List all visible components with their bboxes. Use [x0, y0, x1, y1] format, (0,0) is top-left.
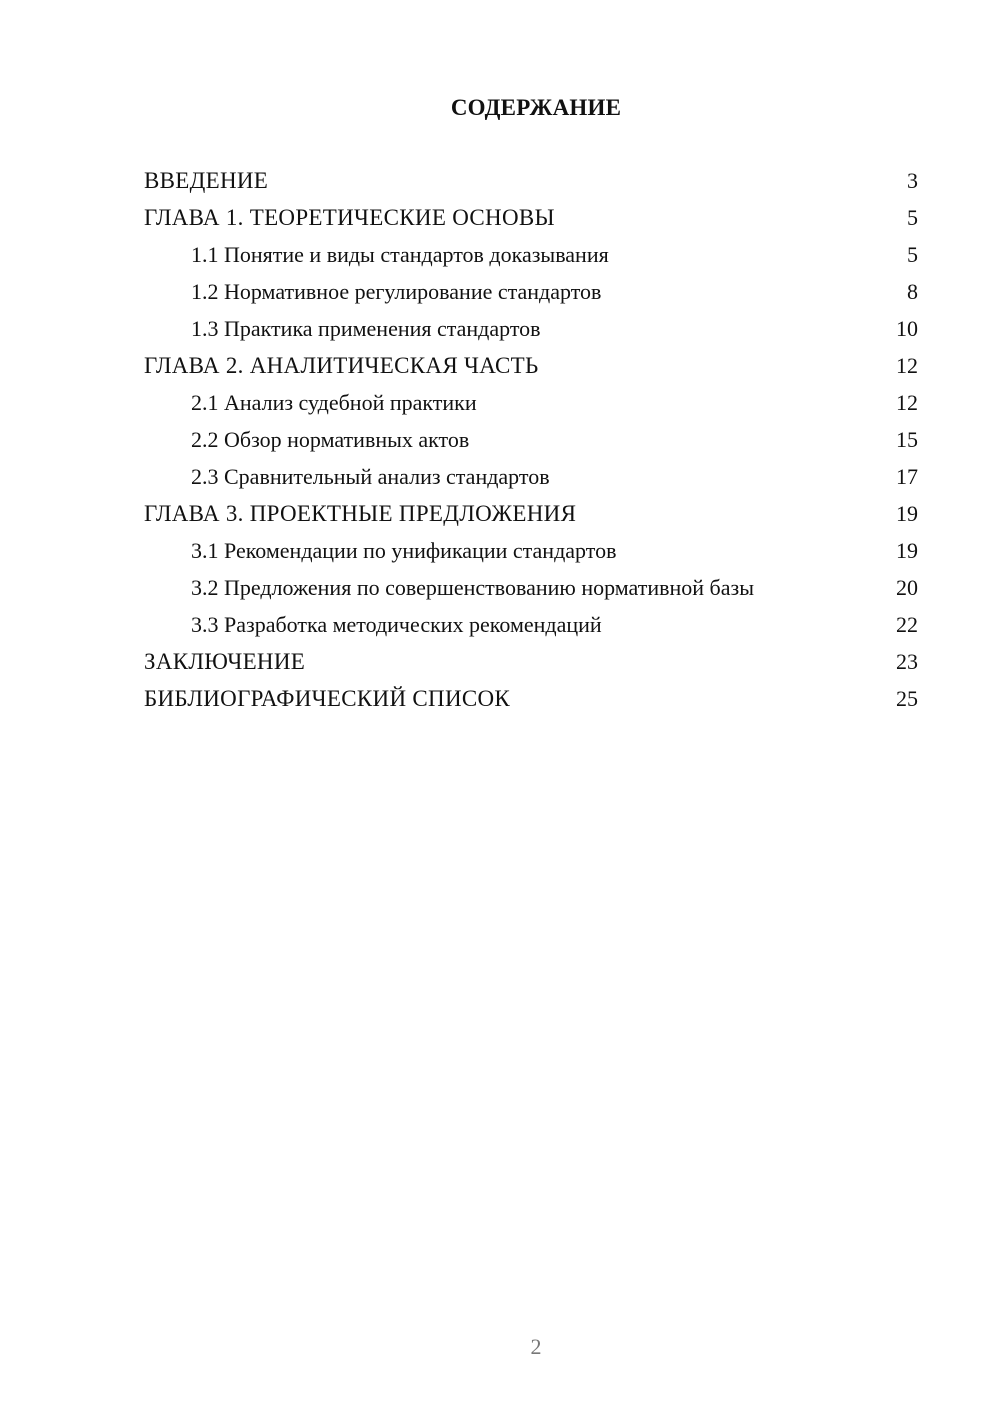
toc-item-label: ГЛАВА 3. ПРОЕКТНЫЕ ПРЕДЛОЖЕНИЯ: [144, 501, 577, 526]
toc-item-section-3-2: [144, 575, 920, 601]
toc-item-label: 1.3 Практика применения стандартов: [191, 316, 541, 341]
toc-item-section-2-3: [144, 464, 920, 490]
toc-item-label: ГЛАВА 1. ТЕОРЕТИЧЕСКИЕ ОСНОВЫ: [144, 205, 555, 230]
toc-item-label: 1.1 Понятие и виды стандартов доказывания: [191, 242, 609, 267]
toc-item-label: ГЛАВА 2. АНАЛИТИЧЕСКАЯ ЧАСТЬ: [144, 353, 539, 378]
toc-item-page: 12: [896, 390, 918, 415]
toc-item-label: 2.3 Сравнительный анализ стандартов: [191, 464, 550, 489]
toc-item-section-2-2: [144, 427, 920, 453]
toc-item-page: 23: [896, 649, 918, 674]
toc-item-label: 3.1 Рекомендации по унификации стандартов: [191, 538, 617, 563]
toc-item-page: 3: [907, 168, 918, 193]
toc-item-label: 1.2 Нормативное регулирование стандартов: [191, 279, 602, 304]
toc-item-chapter-3: [144, 501, 920, 527]
toc-item-section-1-1: [144, 242, 920, 268]
toc-item-label: 2.2 Обзор нормативных актов: [191, 427, 470, 452]
toc-item-page: 15: [896, 427, 918, 452]
toc-item-conclusion: [144, 649, 920, 675]
toc-item-page: 19: [896, 538, 918, 563]
toc-item-label: ЗАКЛЮЧЕНИЕ: [144, 649, 306, 674]
toc-item-page: 22: [896, 612, 918, 637]
toc-item-section-3-1: [144, 538, 920, 564]
toc-item-label: ВВЕДЕНИЕ: [144, 168, 269, 193]
toc-item-chapter-1: [144, 205, 920, 231]
toc-item-page: 17: [896, 464, 918, 489]
table-of-contents: [144, 168, 920, 723]
toc-item-page: 10: [896, 316, 918, 341]
toc-item-section-2-1: [144, 390, 920, 416]
toc-item-page: 5: [907, 242, 918, 267]
page-number: 2: [530, 1334, 542, 1359]
toc-item-section-3-3: [144, 612, 920, 638]
toc-item-page: 19: [896, 501, 918, 526]
page-title: СОДЕРЖАНИЕ: [450, 95, 622, 120]
toc-item-section-1-3: [144, 316, 920, 342]
toc-item-chapter-2: [144, 353, 920, 379]
toc-item-page: 25: [896, 686, 918, 711]
toc-item-page: 12: [896, 353, 918, 378]
toc-item-label: 3.3 Разработка методических рекомендаций: [191, 612, 602, 637]
toc-item-section-1-2: [144, 279, 920, 305]
toc-item-label: 2.1 Анализ судебной практики: [191, 390, 477, 415]
toc-item-label: БИБЛИОГРАФИЧЕСКИЙ СПИСОК: [144, 686, 511, 711]
toc-item-page: 20: [896, 575, 918, 600]
toc-item-label: 3.2 Предложения по совершенствованию нормативной базы: [191, 575, 754, 600]
toc-item-bibliography: [144, 686, 920, 712]
toc-item-introduction: [144, 168, 920, 194]
toc-item-page: 5: [907, 205, 918, 230]
toc-item-page: 8: [907, 279, 918, 304]
